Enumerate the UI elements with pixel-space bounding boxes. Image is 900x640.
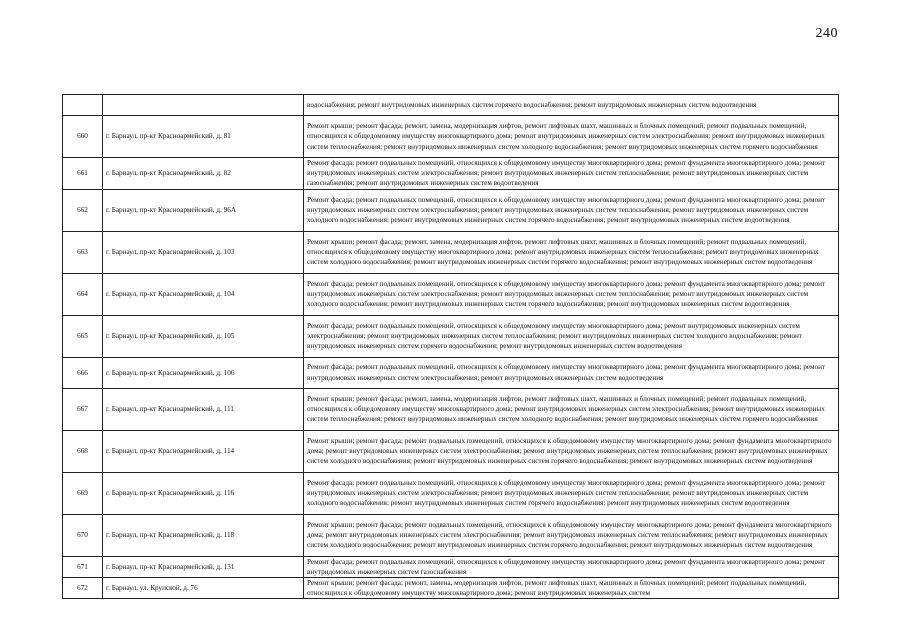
row-address: г. Барнаул, пр-кт Красноармейский, д. 116 — [103, 472, 304, 514]
row-number: 663 — [63, 231, 103, 273]
row-address: г. Барнаул, пр-кт Красноармейский, д. 103 — [103, 231, 304, 273]
table-row — [63, 273, 839, 315]
row-address: г. Барнаул, пр-кт Красноармейский, д. 82 — [103, 158, 304, 190]
row-works: Ремонт фасада; ремонт подвальных помещений, относящихся к общедомовому имуществу многоквартирного дома; ремонт фундамента многоквартирного дома; ремонт внутридомовых инженерных систем электроснабжения; ремонт внутридомовых инженерных систем теплоснабжения; ремонт внутридомовых инженерных систем холодного водоснабжения; ремонт внутридомовых инженерных систем горячего водоснабжения; ремонт внутридомовых инженерных систем водоотведения — [304, 273, 839, 315]
row-works: Ремонт фасада; ремонт подвальных помещений, относящихся к общедомовому имуществу многоквартирного дома; ремонт фундамента многоквартирного дома; ремонт внутридомовых инженерных систем газоснабжения — [304, 556, 839, 577]
row-number: 671 — [63, 556, 103, 577]
row-address: г. Барнаул, пр-кт Красноармейский, д. 131 — [103, 556, 304, 577]
row-address: г. Барнаул, ул. Крупской, д. 76 — [103, 578, 304, 599]
row-address: г. Барнаул, пр-кт Красноармейский, д. 111 — [103, 388, 304, 430]
row-address: г. Барнаул, пр-кт Красноармейский, д. 105 — [103, 315, 304, 357]
row-works: Ремонт фасада; ремонт подвальных помещений, относящихся к общедомовому имуществу многоквартирного дома; ремонт фундамента многоквартирного дома; ремонт внутридомовых инженерных систем электроснабжения; ремонт внутридомовых инженерных систем теплоснабжения; ремонт внутридомовых инженерных систем газоснабжения; ремонт внутридомовых инженерных систем водоотведения — [304, 158, 839, 190]
row-works: Ремонт крыши; ремонт фасада; ремонт подвальных помещений, относящихся к общедомовому имуществу многоквартирного дома; ремонт фундамента многоквартирного дома; ремонт внутридомовых инженерных систем электроснабжения; ремонт внутридомовых инженерных систем теплоснабжения; ремонт внутридомовых инженерных систем холодного водоснабжения; ремонт внутридомовых инженерных систем горячего водоснабжения; ремонт внутридомовых инженерных систем водоотведения — [304, 430, 839, 472]
table-row — [63, 189, 839, 231]
row-number: 661 — [63, 158, 103, 190]
table-row — [63, 388, 839, 430]
repair-works-table — [62, 94, 839, 599]
row-works: Ремонт фасада; ремонт подвальных помещений, относящихся к общедомовому имуществу многоквартирного дома; ремонт фундамента многоквартирного дома; ремонт внутридомовых инженерных систем электроснабжения; ремонт внутридомовых инженерных систем водоотведения — [304, 357, 839, 388]
row-number: 665 — [63, 315, 103, 357]
row-address: г. Барнаул, пр-кт Красноармейский, д. 118 — [103, 514, 304, 556]
row-works: Ремонт крыши; ремонт фасада; ремонт подвальных помещений, относящихся к общедомовому имуществу многоквартирного дома; ремонт фундамента многоквартирного дома; ремонт внутридомовых инженерных систем электроснабжения; ремонт внутридомовых инженерных систем теплоснабжения; ремонт внутридомовых инженерных систем холодного водоснабжения; ремонт внутридомовых инженерных систем горячего водоснабжения; ремонт внутридомовых инженерных систем водоотведения — [304, 514, 839, 556]
table-row — [63, 472, 839, 514]
row-address: г. Барнаул, пр-кт Красноармейский, д. 114 — [103, 430, 304, 472]
row-works: Ремонт крыши; ремонт фасада; ремонт, замена, модернизация лифтов, ремонт лифтовых шахт, машинных и блочных помещений; ремонт подвальных помещений, относящихся к общедомовому имуществу многоквартирного дома; ремонт внутридомовых инженерных систем — [304, 578, 839, 599]
table-row — [63, 95, 839, 116]
row-works: Ремонт фасада; ремонт подвальных помещений, относящихся к общедомовому имуществу многоквартирного дома; ремонт фундамента многоквартирного дома; ремонт внутридомовых инженерных систем электроснабжения; ремонт внутридомовых инженерных систем теплоснабжения; ремонт внутридомовых инженерных систем холодного водоснабжения; ремонт внутридомовых инженерных систем горячего водоснабжения; ремонт внутридомовых инженерных систем водоотведения — [304, 189, 839, 231]
table-row — [63, 556, 839, 577]
page-number: 240 — [815, 26, 838, 41]
row-address: г. Барнаул, пр-кт Красноармейский, д. 81 — [103, 116, 304, 158]
row-address — [103, 95, 304, 116]
row-number: 668 — [63, 430, 103, 472]
row-works: Ремонт крыши; ремонт фасада; ремонт, замена, модернизация лифтов, ремонт лифтовых шахт, машинных и блочных помещений; ремонт подвальных помещений, относящихся к общедомовому имуществу многоквартирного дома; ремонт внутридомовых инженерных систем электроснабжения; ремонт внутридомовых инженерных систем теплоснабжения; ремонт внутридомовых инженерных систем холодного водоснабжения; ремонт внутридомовых инженерных систем горячего водоснабжения — [304, 388, 839, 430]
row-number: 660 — [63, 116, 103, 158]
row-number — [63, 95, 103, 116]
row-number: 662 — [63, 189, 103, 231]
row-works: Ремонт фасада; ремонт подвальных помещений, относящихся к общедомовому имуществу многоквартирного дома; ремонт фундамента многоквартирного дома; ремонт внутридомовых инженерных систем электроснабжения; ремонт внутридомовых инженерных систем теплоснабжения; ремонт внутридомовых инженерных систем холодного водоснабжения; ремонт внутридомовых инженерных систем горячего водоснабжения; ремонт внутридомовых инженерных систем водоотведения — [304, 472, 839, 514]
table-row — [63, 514, 839, 556]
row-works: Ремонт крыши; ремонт фасада; ремонт, замена, модернизация лифтов, ремонт лифтовых шахт, машинных и блочных помещений; ремонт подвальных помещений, относящихся к общедомовому имуществу многоквартирного дома; ремонт внутридомовых инженерных систем теплоснабжения; ремонт внутридомовых инженерных систем холодного водоснабжения; ремонт внутридомовых инженерных систем горячего водоснабжения; ремонт внутридомовых инженерных систем водоотведения — [304, 231, 839, 273]
table-row — [63, 116, 839, 158]
table-row — [63, 578, 839, 599]
table-row — [63, 357, 839, 388]
row-number: 666 — [63, 357, 103, 388]
row-address: г. Барнаул, пр-кт Красноармейский, д. 96А — [103, 189, 304, 231]
table-row — [63, 158, 839, 190]
row-address: г. Барнаул, пр-кт Красноармейский, д. 104 — [103, 273, 304, 315]
row-works: водоснабжения; ремонт внутридомовых инженерных систем горячего водоснабжения; ремонт внутридомовых инженерных систем водоотведения — [304, 95, 839, 116]
table-row — [63, 231, 839, 273]
table-row — [63, 430, 839, 472]
row-number: 664 — [63, 273, 103, 315]
row-number: 672 — [63, 578, 103, 599]
row-number: 667 — [63, 388, 103, 430]
row-number: 670 — [63, 514, 103, 556]
row-works: Ремонт крыши; ремонт фасада; ремонт, замена, модернизация лифтов, ремонт лифтовых шахт, машинных и блочных помещений; ремонт подвальных помещений, относящихся к общедомовому имуществу многоквартирного дома; ремонт внутридомовых инженерных систем электроснабжения; ремонт внутридомовых инженерных систем теплоснабжения; ремонт внутридомовых инженерных систем холодного водоснабжения; ремонт внутридомовых инженерных систем горячего водоснабжения — [304, 116, 839, 158]
table-row — [63, 315, 839, 357]
row-works: Ремонт фасада; ремонт подвальных помещений, относящихся к общедомовому имуществу многоквартирного дома; ремонт внутридомовых инженерных систем электроснабжения; ремонт внутридомовых инженерных систем теплоснабжения; ремонт внутридомовых инженерных систем холодного водоснабжения; ремонт внутридомовых инженерных систем горячего водоснабжения; ремонт внутридомовых инженерных систем водоотведения — [304, 315, 839, 357]
row-number: 669 — [63, 472, 103, 514]
row-address: г. Барнаул, пр-кт Красноармейский, д. 106 — [103, 357, 304, 388]
